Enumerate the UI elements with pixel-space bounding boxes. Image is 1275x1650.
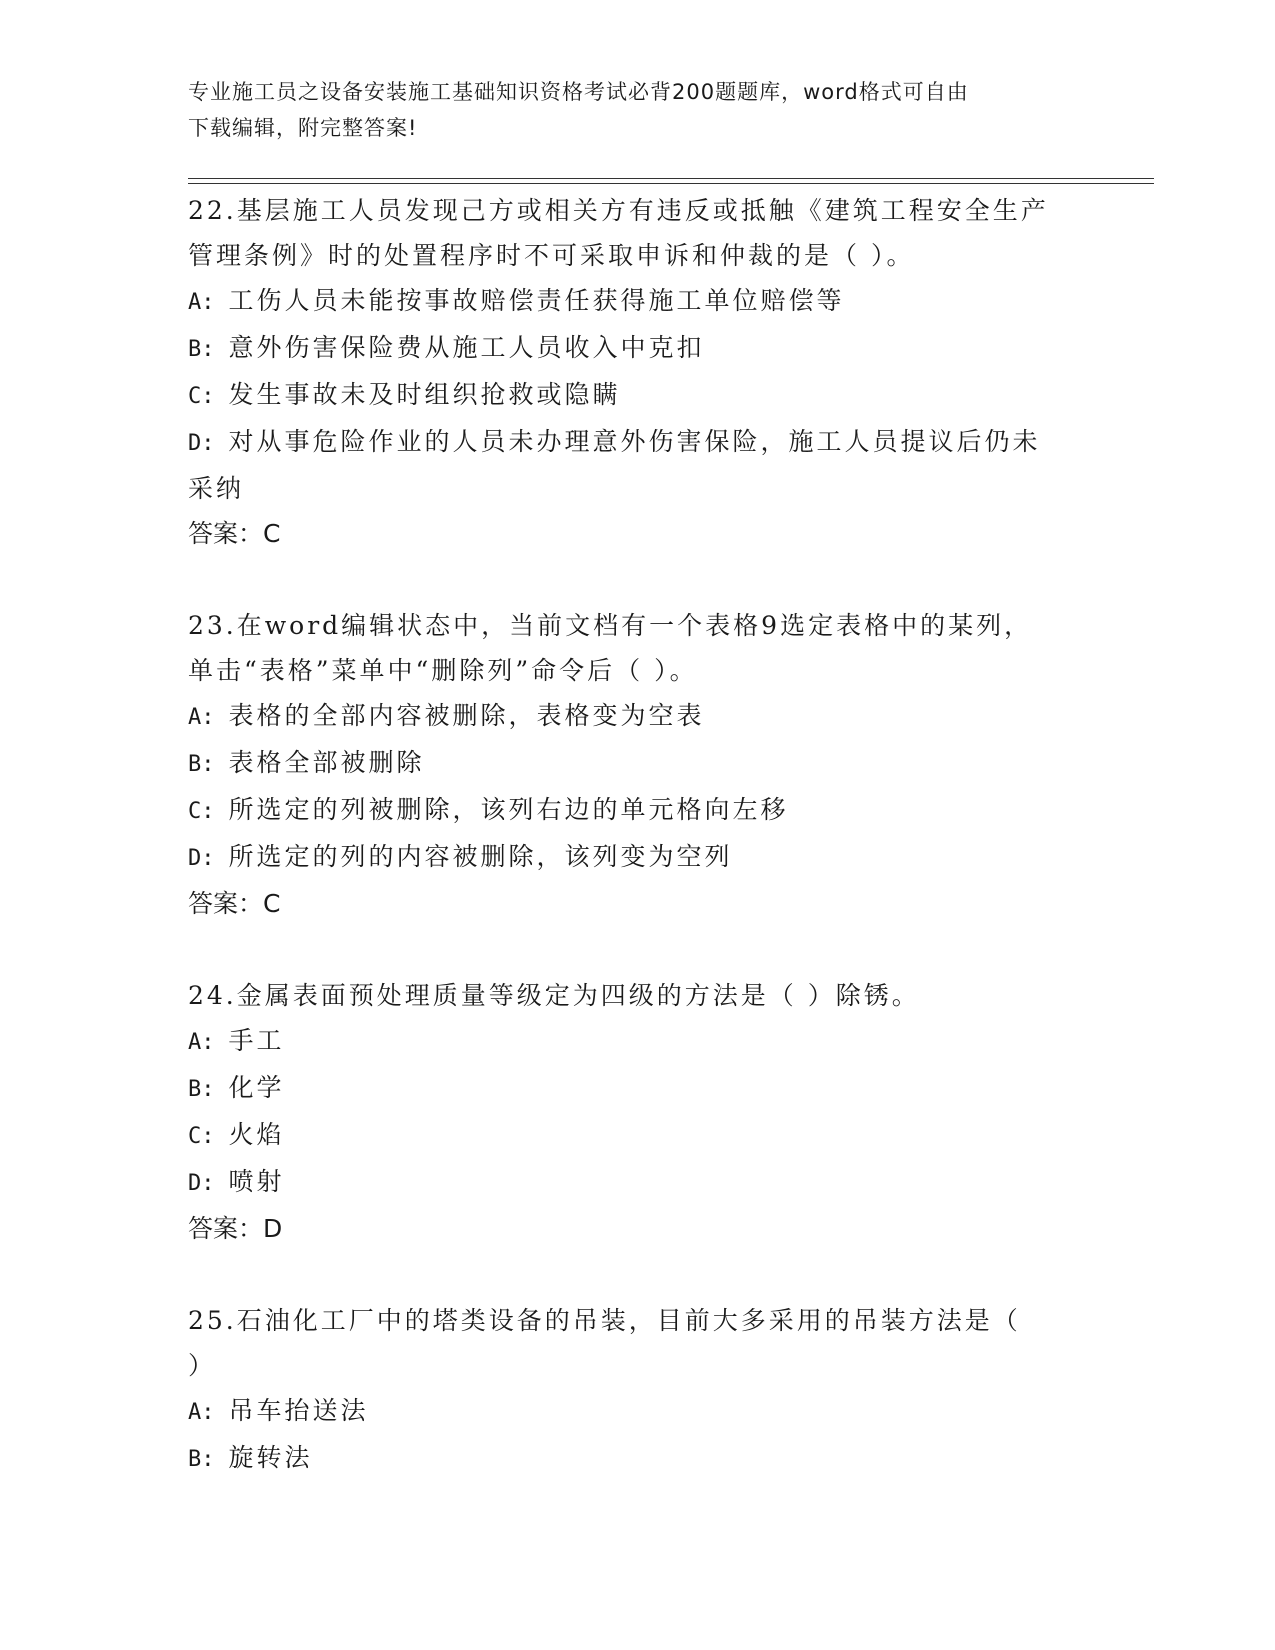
option-d [188,834,1078,881]
question-stem-line: 23.在word编辑状态中，当前文档有一个表格9选定表格中的某列， [188,611,1033,640]
option-c [188,787,1078,834]
option-b [188,740,1078,787]
header-line-1: 专业施工员之设备安装施工基础知识资格考试必背200题题库，word格式可自由 [188,80,969,104]
option-text: 喷射 [228,1167,285,1196]
option-key: D: [188,1171,215,1196]
option-a [188,1018,1078,1065]
header-divider-top [188,178,1154,179]
question-stem-line: 管理条例》时的处置程序时不可采取申诉和仲裁的是（ ）。 [188,241,915,270]
option-key: B: [188,1447,215,1472]
option-key: B: [188,337,215,362]
answer-label: 答案：D [188,1214,283,1243]
question-list [188,188,1078,1482]
option-key: B: [188,752,215,777]
option-b [188,1065,1078,1112]
option-key: A: [188,290,215,315]
option-key: A: [188,1400,215,1425]
option-a [188,278,1078,325]
question-stem-line: 25.石油化工厂中的塔类设备的吊装，目前大多采用的吊装方法是（ [188,1306,1021,1335]
option-d-continued: 采纳 [188,474,245,503]
option-c [188,1112,1078,1159]
option-d [188,1159,1078,1206]
option-a [188,1388,1078,1435]
option-key: C: [188,799,215,824]
option-text: 手工 [228,1026,285,1055]
option-key: D: [188,431,215,456]
option-text: 所选定的列被删除，该列右边的单元格向左移 [228,795,789,824]
document-header [188,74,1068,146]
question-22 [188,188,1078,557]
option-key: C: [188,1124,215,1149]
option-text: 化学 [228,1073,285,1102]
question-stem-line: 24.金属表面预处理质量等级定为四级的方法是（ ）除锈。 [188,981,920,1010]
question-stem-line: ） [188,1351,217,1380]
option-key: A: [188,705,215,730]
option-text: 发生事故未及时组织抢救或隐瞒 [228,380,621,409]
option-c [188,372,1078,419]
option-text: 吊车抬送法 [228,1396,369,1425]
answer-label: 答案：C [188,519,281,548]
option-a [188,693,1078,740]
header-divider-bottom [188,183,1154,184]
option-text: 意外伤害保险费从施工人员收入中克扣 [228,333,705,362]
question-stem-line: 22.基层施工人员发现己方或相关方有违反或抵触《建筑工程安全生产 [188,196,1049,225]
option-key: D: [188,846,215,871]
option-text: 对从事危险作业的人员未办理意外伤害保险，施工人员提议后仍未 [228,427,1041,456]
option-key: C: [188,384,215,409]
option-text: 工伤人员未能按事故赔偿责任获得施工单位赔偿等 [228,286,845,315]
option-text: 所选定的列的内容被删除，该列变为空列 [228,842,733,871]
option-b [188,325,1078,372]
option-key: B: [188,1077,215,1102]
question-25 [188,1298,1078,1482]
option-text: 旋转法 [228,1443,313,1472]
question-24 [188,973,1078,1252]
option-text: 表格的全部内容被删除，表格变为空表 [228,701,705,730]
question-23 [188,603,1078,927]
option-key: A: [188,1030,215,1055]
answer-label: 答案：C [188,889,281,918]
option-b [188,1435,1078,1482]
header-line-2: 下载编辑，附完整答案! [188,116,418,140]
question-stem-line: 单击“表格”菜单中“删除列”命令后（ ）。 [188,656,698,685]
option-text: 表格全部被删除 [228,748,425,777]
option-d [188,419,1078,466]
option-text: 火焰 [228,1120,285,1149]
